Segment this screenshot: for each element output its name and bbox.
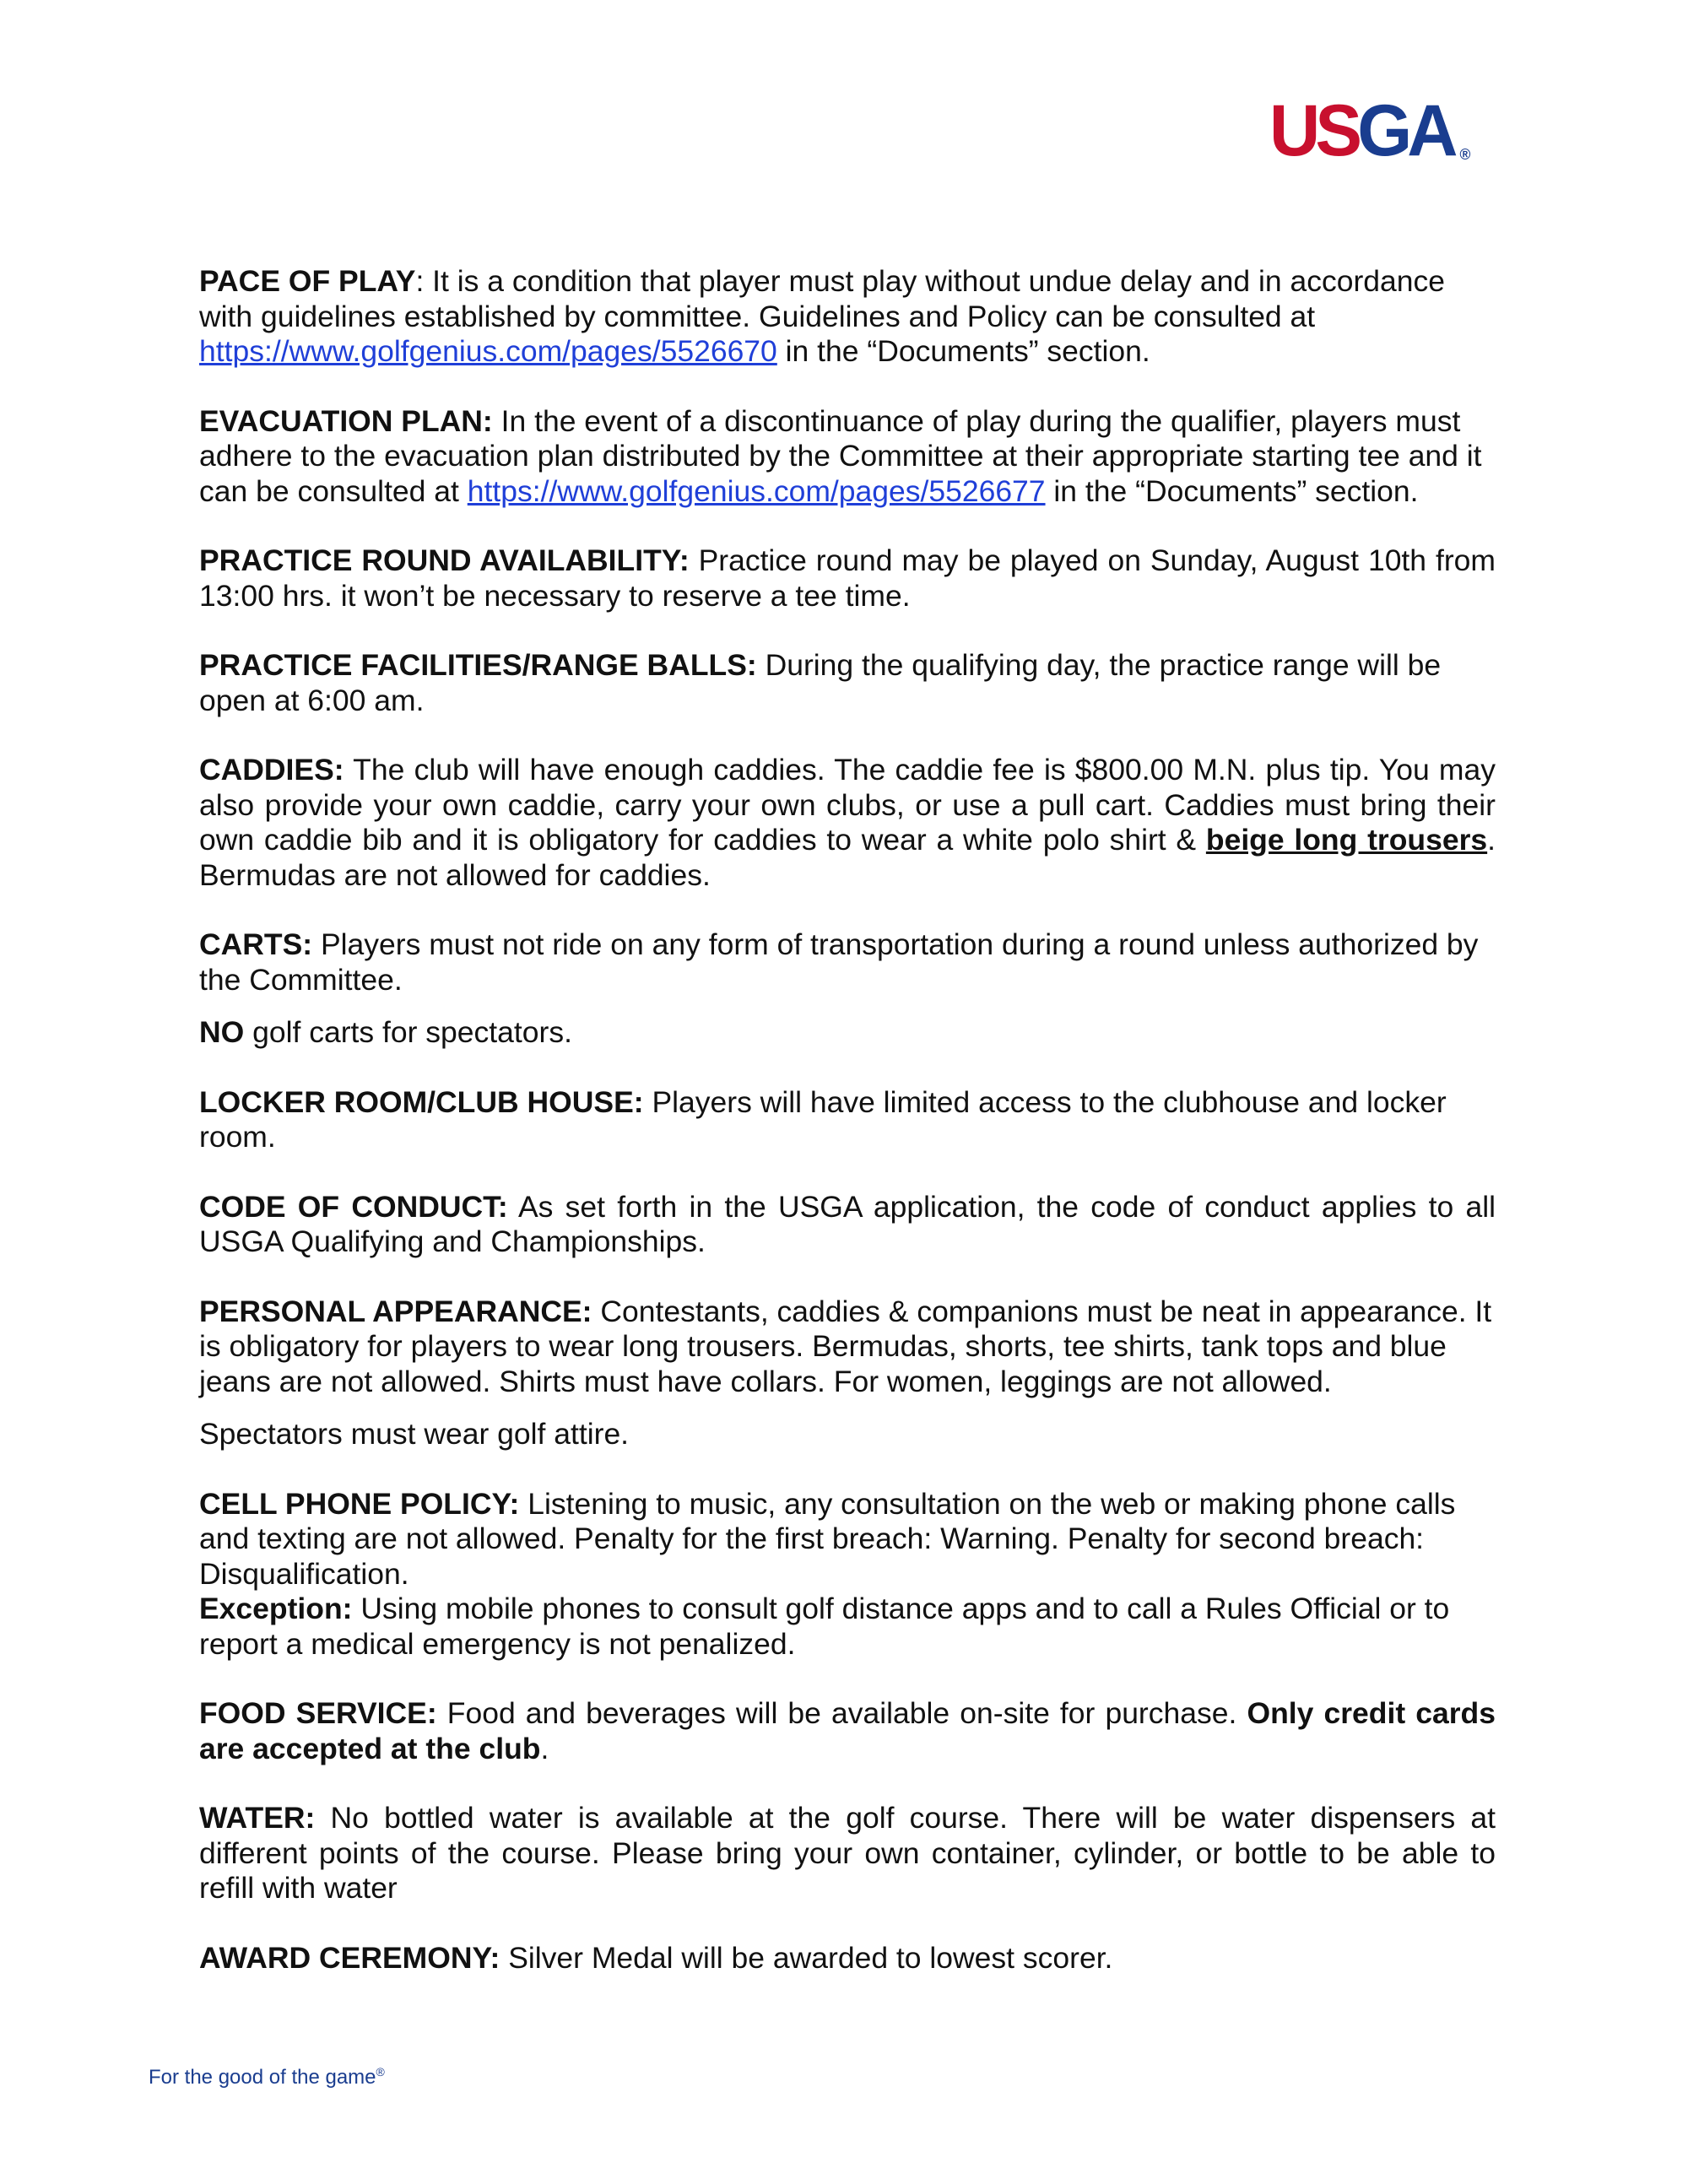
footer-tagline-text: For the good of the game — [149, 2066, 376, 2089]
food-heading: FOOD SERVICE: — [199, 1696, 437, 1730]
evacuation-text-end: in the “Documents” section. — [1045, 473, 1419, 508]
carts-note-text: golf carts for spectators. — [244, 1015, 572, 1049]
section-carts — [199, 927, 1496, 997]
evacuation-heading: EVACUATION PLAN: — [199, 403, 493, 438]
locker-text: Players will have limited access to the clubhouse and locker room. — [199, 1084, 1447, 1154]
section-caddies — [199, 753, 1496, 893]
food-credit-cards-note: Only credit cards are accepted at the club — [199, 1696, 1496, 1765]
food-text: Food and beverages will be available on-site for purchase. — [436, 1696, 1247, 1730]
section-practice-round — [199, 543, 1496, 614]
section-pace-of-play — [199, 264, 1496, 370]
pace-policy-link[interactable]: https://www.golfgenius.com/pages/5526670 — [199, 334, 777, 368]
appearance-text: Contestants, caddies & companions must be neat in appearance. It is obligatory for players to wear long trousers. Bermudas, shorts, tee shirts, tank tops and blue jeans are not allowed. Shirts must have collars. For women, leggings are not allowed. — [199, 1294, 1492, 1398]
section-spectators — [199, 1417, 1496, 1452]
water-heading: WATER: — [199, 1801, 316, 1835]
pace-heading: PACE OF PLAY — [199, 264, 416, 298]
carts-note-bold: NO — [199, 1015, 245, 1049]
cell-heading: CELL PHONE POLICY: — [199, 1486, 520, 1521]
locker-heading: LOCKER ROOM/CLUB HOUSE: — [199, 1084, 644, 1119]
section-water — [199, 1801, 1496, 1906]
cell-exception-text: Using mobile phones to consult golf distance apps and to call a Rules Official or to report a medical emergency is not penalized. — [199, 1592, 1450, 1661]
section-locker-room — [199, 1085, 1496, 1155]
pace-text: : It is a condition that player must play without undue delay and in accordance with guidelines established by committee. Guidelines and Policy can be consulted at — [199, 264, 1446, 333]
pace-text-end: in the “Documents” section. — [776, 334, 1150, 368]
caddies-text: The club will have enough caddies. The caddie fee is $800.00 M.N. plus tip. You may also provide your own caddie, carry your own clubs, or use a pull cart. Caddies must bring their own caddie bib and it is obligatory for caddies to wear a white polo shirt & — [199, 753, 1496, 857]
conduct-heading: CODE OF CONDUCT: — [199, 1189, 508, 1224]
section-practice-facilities — [199, 648, 1496, 718]
logo-us: US — [1269, 90, 1358, 171]
water-text: No bottled water is available at the golf course. There will be water dispensers at different points of the course. Please bring your own container, cylinder, or bottle to be able to refill with water — [199, 1801, 1496, 1905]
caddies-text-end: . Bermudas are not allowed for caddies. — [199, 823, 1496, 892]
appearance-heading: PERSONAL APPEARANCE: — [199, 1294, 592, 1328]
cell-exception-label: Exception: — [199, 1592, 353, 1625]
caddies-trousers-emphasis: beige long trousers — [1205, 823, 1488, 857]
section-food-service — [199, 1696, 1496, 1766]
award-heading: AWARD CEREMONY: — [199, 1940, 500, 1975]
usga-logo — [1269, 90, 1471, 171]
carts-heading: CARTS: — [199, 927, 313, 961]
section-cell-phone-policy — [199, 1487, 1496, 1662]
award-text: Silver Medal will be awarded to lowest scorer. — [500, 1940, 1113, 1975]
carts-text: Players must not ride on any form of transportation during a round unless authorized by the Committee. — [199, 927, 1479, 997]
practice-round-text: Practice round may be played on Sunday, August 10th from 13:00 hrs. it won’t be necessary to reserve a tee time. — [199, 543, 1496, 613]
section-evacuation-plan — [199, 404, 1496, 510]
evacuation-plan-link[interactable]: https://www.golfgenius.com/pages/5526677 — [467, 473, 1046, 508]
document-body — [199, 264, 1496, 1976]
footer-registered-mark: ® — [376, 2065, 385, 2079]
evacuation-text: In the event of a discontinuance of play during the qualifier, players must adhere to the evacuation plan distributed by the Committee at their appropriate starting tee and it can be consulted at — [199, 403, 1482, 508]
practice-facilities-text: During the qualifying day, the practice range will be open at 6:00 am. — [199, 648, 1442, 717]
food-text-end: . — [540, 1731, 549, 1765]
logo-ga: GA — [1357, 90, 1453, 171]
section-carts-note — [199, 1015, 1496, 1051]
caddies-heading: CADDIES: — [199, 753, 344, 787]
section-award-ceremony — [199, 1941, 1496, 1976]
section-code-of-conduct — [199, 1190, 1496, 1260]
footer-tagline — [149, 2065, 385, 2090]
section-personal-appearance — [199, 1295, 1496, 1400]
logo-registered-mark: ® — [1459, 146, 1471, 163]
practice-round-heading: PRACTICE ROUND AVAILABILITY: — [199, 543, 690, 577]
practice-facilities-heading: PRACTICE FACILITIES/RANGE BALLS: — [199, 648, 757, 682]
cell-text: Listening to music, any consultation on the web or making phone calls and texting are not allowed. Penalty for the first breach: Warning. Penalty for second breach: Disqualification. — [199, 1486, 1456, 1591]
conduct-text: As set forth in the USGA application, the code of conduct applies to all USGA Qualifying and Championships. — [199, 1189, 1496, 1258]
spectators-text: Spectators must wear golf attire. — [199, 1417, 630, 1451]
